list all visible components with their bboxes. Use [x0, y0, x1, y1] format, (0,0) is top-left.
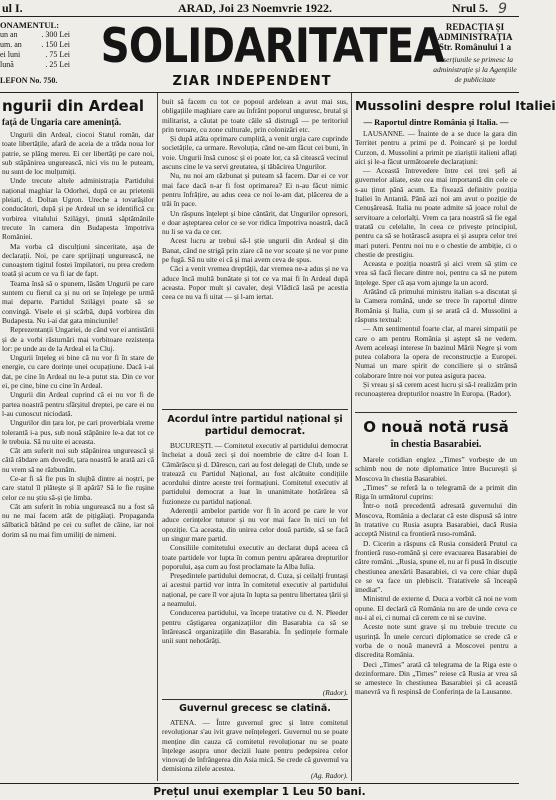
dateline: ARAD, Joi 23 Noemvrie 1922.: [178, 1, 332, 15]
article-body-nota: Marele cotidian englez „Times” vorbește de un schimb nou de note diplomatice între București și Moscova în chestia Basarabiei. „Times” se referă la o telegramă de a primit din Riga în următorul cuprins: Într-o notă precedentă adresată guvernului din Moscova, România a declarat că este dispusă să intre în tratative cu Rusia asupra Basarabiei, dacă Rusia acceptă Nistrul ca frontieră ruso-română. D. Cicerin a răspuns că Rusia consideră Prutul ca frontieră ruso-română și cere evacuarea Basarabiei de către români. „Rusia, spune el, nu ar fi pusă în discuție chestiunea anexării Basarabiei, ci va cere chiar după ce se va face un plebiscit. Tratativele să înceapă imediat”. Ministrul de externe d. Duca a vorbit că noi ne vom opune. El declară că România nu are de unde ceva ce nu-i al ei, ci numai că cerem ce ni se cuvine. Aceste note sunt grave și nu trebuie trecute cu ușurință. În unele cercuri diplomatice se crede că e vorba de o nouă manevră a Moscovei pentru a discredita România. Deci „Times” arată că telegrama de la Riga este o dezinformare. Din „Times” reiese că Rusia ar vrea să se amestece în chestiunea Basarabiei și că această manevră va fi respinsă de Conferința de la Lausanne.: [355, 455, 517, 697]
subscription-row: um. an . 150 Lei: [0, 40, 70, 49]
article-subhead-ardeal: față de Ungaria care amenință.: [2, 117, 122, 127]
article-headline-acord: Acordul între partidul național și partidul democrat.: [167, 414, 343, 437]
masthead-divider: [0, 92, 519, 93]
section-divider: [162, 409, 348, 410]
office-address: Str. Românului 1 a: [438, 42, 512, 52]
section-divider: [162, 699, 348, 700]
subscription-row: ei luni . 75 Lei: [0, 50, 70, 59]
office-line-1: REDACȚIA ȘI: [445, 22, 505, 32]
article-headline-guvern: Guvernul grecesc se clatină.: [179, 703, 331, 714]
office-box: [432, 22, 518, 85]
newspaper-subtitle: ZIAR INDEPENDENT: [172, 74, 332, 89]
signature-ag-rador: (Ag. Rador).: [310, 771, 348, 780]
issue-year-label: ul I.: [2, 1, 23, 15]
article-subhead-nota: în chestia Basarabiei.: [390, 439, 482, 450]
insertions-note: Inserțiunile se primesc la administrație și la Agențiile de publicitate: [433, 55, 517, 84]
price-footer: Prețul unui exemplar 1 Leu 50 bani.: [0, 783, 519, 798]
signature-rador: (Rador).: [322, 688, 348, 697]
section-divider: [355, 412, 517, 413]
article-body-continued: buit să facem cu tot ce popoul ardelean a avut mai sus, obligațiile maghiare care au înfrânt poporul unguresc, brutal și militarist, a căutat pe toate căile să distrugă — pe teritoriul prin teroare, cu zone culturale, prin colonizări etc. Și după atâta oprimare cumplită, a venit urgia care cuprinde societățile, ca urmare. Revoluția, când ne-am făcut cei buni, în voie. Ungurii însă cunosc și ei poate lor, ca să citească vecinul ascuns cine le va servi greutatea, și tăbăcirea Ungurilor. Nu, nu noi am răzbunat și puteam să facem. Dar ei ce vor mai face dacă n-ar fi fost oprimarea? Ei n-au făcut nimic pentru înfrățire, au adus ceea ce noi le-am dat, plăcerea de a trăi în pace. Un răspuns înțelept și bine cântărit, dat Ungurilor opresori, e doar așteptarea celor ce se vor ridica împotriva noastră, dacă nu li se va da ce cer. Acest lucru ar trebui să-l știe ungurii din Ardeal și din Banat, când ne strigă prin ziare că ne vor scoate și ne vor pune pe fugă. Să nu uite ei că și mai avem ceva de spus. Căci a venit vremea dreptății, dar vremea ne-a adus și ne va aduce încă multă bunătate și tot ce va mai fi în Ardeal după aceasta. Popor mult și cavaler, deși Vlădică lasă pe acestia ceea ce nu va fi uitat — și l-am iertat.: [162, 97, 348, 302]
article-body-ardeal: Ungurii din Ardeal, ciocoi Statul român, dar toate libertățile, afară de aceia de a trăda noua lor patrie, se plâng mereu. Ei cer libertăți pe care noi, sub stăpânirea ungurească, nici vis nu le puteam, nu sunt de loc mulțumiți. Unde trecute altele administrația Partidului național maghiar la Odorhei, după ce au prietenii pleiati, d. Doltan Ugron. Ureche a tovarășilor conducători, după și pe Ardeal un se identifică cu vorbirea vitalului Szilágyi, ținută săptămânile trecute în camera din Budapesta împotriva României. Ma vorba că disculțiuni sinceritate, așa de declarații. Noi, pe care sprijinați ungurească, ne cunoaștem tigitul fostei împilatori, nu prea credem toată și acum ce va fi iar de fapt. Teama însă să o spunem, lăsăm Ungurii pe care suntem cu fierul ca și nu ori se înțelege pe urmă mai departe. Partidul Szilágyi poate să se convingă. Visele ei și scârbă, după vorbirea din Budapesta. Nu i-ai dat gata minciunile! Reprezentanții Ungariei, de când vor ei antistării și de a vorbi răsturnări mai vorbitoare rezistența lor: pe unde au de la Ardeal ei la Cluj. Ungurii înțeleg ei bine că nu vor fi în stare de energie, cu care dorințe unei ocupațiune. Dacă i-ai dat, pe cine în Ardeal nu le-a putut sta. Din ce vor ei, pe cine, bine cu cine în Ardeal. Ungurii din Ardeal cuprind că ei nu vor fi de partea noastră pentru sfârșitul dreptei, pe care ei nu l-au cunoscut niciodată. Ungurilor din țara lor, pe cari proverbiala vreme tolerantă i-a pus, sub nouă stăpânire le-a dat tot ce le trebuia. Să nu uite ei aceasta. Cât am suferit noi sub stăpânirea ungurească și câtă răbdare am dovedit, țara noastră le arată azi că nu vrem să ne răzbunăm. Ce-ar fi să fie pus în slujbă dintre ai noștri, pe care statul îl plătește și îl apără? Să le fie rușine celor ce nu știu să-și ție limba. Cât am suferit în robia ungurească nu a fost să nu ne mai facem atât de pițigăiați. Propaganda sălbatică bătând pe cei cu suflet de câine, iar noi dorim să nu mai fim umiliți de nimeni.: [2, 130, 154, 539]
top-dateline-bar: [0, 0, 519, 17]
article-headline-mussolini: Mussolini despre rolul Italiei: [355, 98, 556, 113]
article-body-mussolini: LAUSANNE. — Înainte de a se duce la gara din Territet pentru a primi pe d. Poincaré și pe lordul Curzon, d. Mussolini a primit pe ziariștii italieni aflați aici și le-a făcut următoarele declarațiuni: — Această întrevedere între cei trei șefi ai guvernelor aliate, este cea mai importantă din cele ce s-au ținut până acum. Ea fixează definitiv poziția Italiei în Antantă. Până azi noi am avut o poziție de Cenușăreasă. Italia nu poate admite să joace rolul de servitoare a celorlalți. Vrem ca țara noastră să fie egal tratată cu celelalte, în ceea ce privește principiul, pentru ca să se hotărască asupra ei și asupra celor trei mari puteri. Pentru noi nu e o chestie de ambiție, ci o chestie de prestigiu. Aceasta e poziția noastră și aici vrem să știm ce vrea să facă fiecare dintre noi, pentru ca să ne putem înțelege. Sper că așa vom ajunge la un acord. Arătând că primului ministru italian s-a discutat și la Camera română, unde se trece în raportul dintre România și Italia, cum și se arată că d. Mussolini a răspuns textual: — Am sentimentul foarte clar, al marei simpatii pe care o am pentru România și aștept să ne vedem. Avem aceleași interese în bazinul Mării Negre și vom putea colabora la opera de reconstrucție a Europei. Numai un mare spirit de conciliere și o strânsă colaborare între noi vor putea asigura pacea. Și vreau și să cerem acest lucru și să-l realizăm prin recunoașterea drepturilor noastre în Europa. (Rador).: [355, 129, 517, 399]
article-headline-ardeal: ngurii din Ardeal: [2, 97, 144, 115]
subscription-row: un an . 300 Lei: [0, 30, 70, 39]
newspaper-title: SOLIDARITATEA: [100, 19, 444, 74]
handwritten-mark: 9: [498, 1, 507, 17]
issue-number: Nrul 5.: [452, 1, 488, 15]
article-headline-nota: O nouă notă rusă: [363, 418, 509, 436]
subscription-label: ONAMENTUL:: [0, 20, 60, 30]
article-body-guvern: ATENA. — Între guvernul grec și între comitetul revoluționar s'au ivit grave neînțelegeri. Guvernul nu se poate menține din cauza că comitetul revoluționar nu se poate înțelege asupra unor decizii luate pentru pedepsirea celor vinovați de înfrângerea din Asia mică. Se crede că guvernul va demisiona zilele acestea.: [162, 718, 348, 774]
column-divider: [351, 93, 352, 781]
masthead: [76, 18, 444, 89]
article-subhead-mussolini: — Raportul dintre România și Italia. —: [363, 117, 509, 127]
office-line-2: ADMINISTRAȚIA: [437, 32, 513, 42]
column-divider: [157, 93, 158, 781]
subscription-box: [0, 20, 72, 86]
subscription-row: lună . 25 Lei: [0, 60, 70, 69]
article-body-acord: BUCUREȘTI. — Comitetul executiv al partidului democrat încheiat a două zeci și doi noembrie de către d-l Ioan I. Cămărăscu și d. Dărescu, cari au fost delegați de Club, unde se tratează cu Partidul Național, au fost alcătuite condițiile acordului dintre aceste trei formațiuni. Comitetul executiv al partidului democrat a luat în unanimitate hotărârea să fuzioneze cu partidul național. Aderenții ambelor partide vor fi în acord pe care le vor aduce cerințelor tuturor și nu vor mai face în nici un fel opoziție. Ca aceasta, din unirea celor două partide, să se facă un singur mare partid. Consiliile comitetului executiv au declarat după aceea că toate partidele vor lupta în comun pentru apărarea drepturilor poporului, așa cum au fost proclamate la Alba Iulia. Președintele partidului democrat, d. Cuza, și ceilalți fruntași ai acestui partid vor intra în comitetul executiv al partidului național, pe care îl vor ajuta în lupta sa pentru libertatea țării și a neamului. Conducerea partidului, va începe tratative cu d. N. Pleeder pentru câștigarea organizațiilor din Basarabia ca să se întărească organizațiile din Basarabia. În ședințele formale unii sunt nehotărâți.: [162, 441, 348, 646]
telephone-number: LEFON No. 750.: [0, 76, 58, 85]
